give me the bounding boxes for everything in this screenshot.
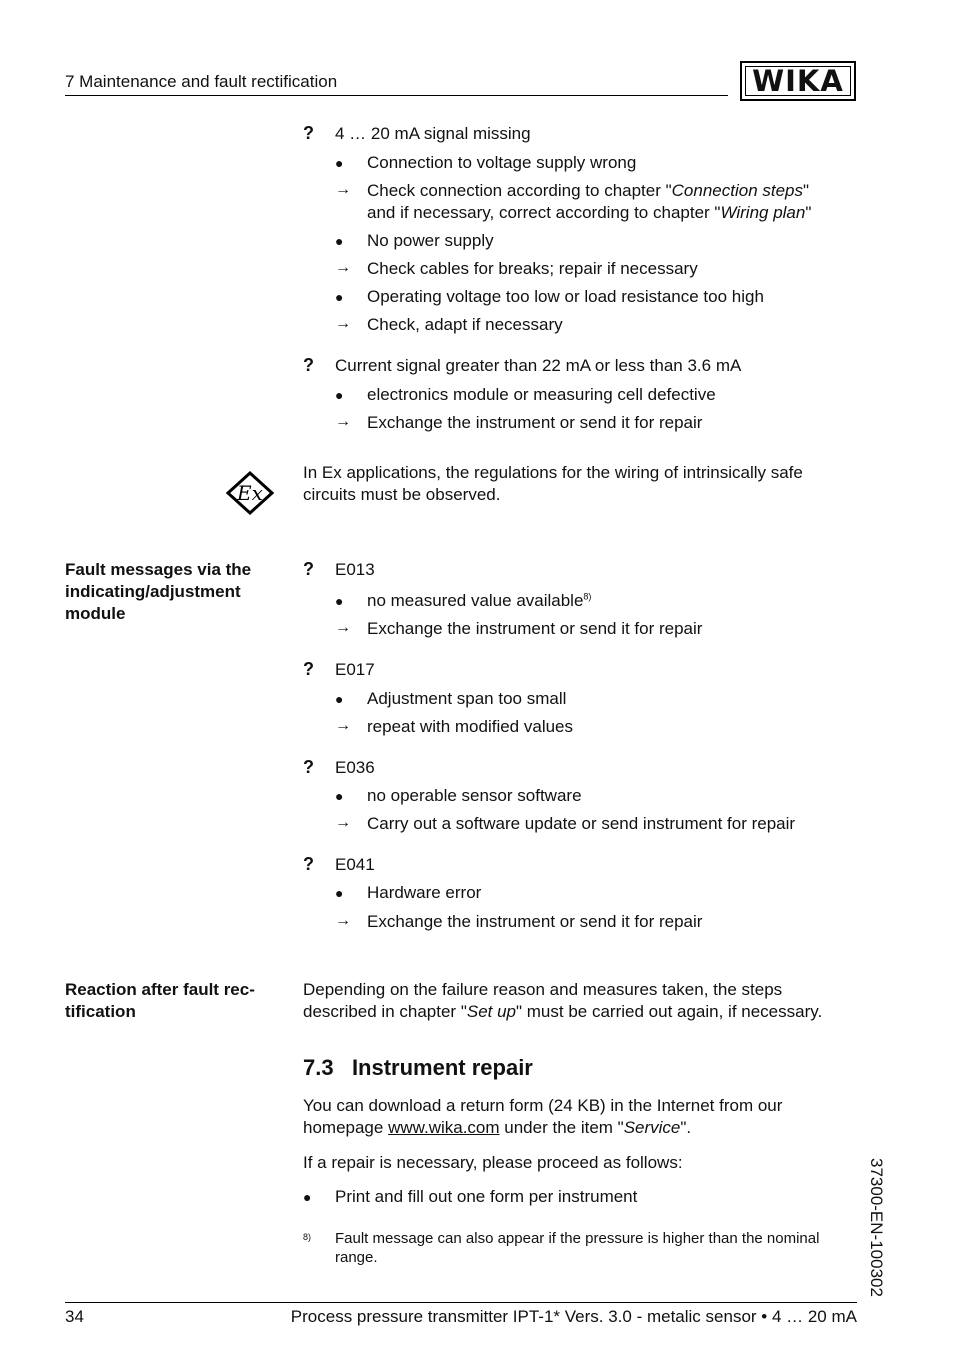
cause: Hardware error: [367, 883, 482, 902]
running-header: 7 Maintenance and fault rectification: [65, 72, 338, 91]
question-mark: ?: [303, 559, 314, 579]
cause: no measured value available$^{8)}$: [367, 591, 592, 610]
repair-intro: If a repair is necessary, please proceed as follows:: [303, 1153, 683, 1172]
svg-text:Ex: Ex: [237, 481, 263, 505]
cause: Operating voltage too low or load resistance too high: [367, 287, 764, 306]
footnote-ref: 8): [583, 591, 592, 602]
section-heading: 7.3 Instrument repair: [303, 1055, 533, 1080]
arrow-icon: →: [335, 181, 351, 198]
footnote-mark: 8): [303, 1232, 312, 1242]
bullet: ●: [303, 1189, 312, 1205]
arrow-icon: →: [335, 717, 351, 734]
ex-note: In Ex applications, the regulations for the wiring of intrinsically safe circuits must be observed.: [303, 463, 803, 504]
footnote-text: Fault message can also appear if the pressure is higher than the nominal range.: [335, 1230, 820, 1266]
cause: electronics module or measuring cell defective: [367, 385, 716, 404]
bullet: ●: [335, 289, 344, 305]
remedy: Exchange the instrument or send it for repair: [367, 619, 703, 638]
bullet: ●: [335, 155, 344, 171]
remedy: Exchange the instrument or send it for repair: [367, 912, 703, 931]
cause: no operable sensor software: [367, 786, 582, 805]
bullet: ●: [335, 593, 344, 609]
arrow-icon: →: [335, 619, 351, 636]
footer-title: Process pressure transmitter IPT-1* Vers. 3.0 - metalic sensor • 4 … 20 mA: [290, 1307, 857, 1326]
wika-link[interactable]: www.wika.com: [388, 1118, 500, 1137]
header-rule: [65, 95, 728, 96]
remedy: Check cables for breaks; repair if necessary: [367, 259, 698, 278]
ex-icon: [226, 471, 274, 515]
page-number: 34: [65, 1307, 84, 1326]
bullet: ●: [335, 387, 344, 403]
bullet: ●: [335, 233, 344, 249]
arrow-icon: →: [335, 912, 351, 929]
bullet: ●: [335, 788, 344, 804]
document-id: 37300-EN-100302: [867, 1158, 886, 1297]
error-code: E017: [335, 660, 375, 679]
logo-text: WIKA: [745, 66, 851, 96]
arrow-icon: →: [335, 814, 351, 831]
repair-step: Print and fill out one form per instrument: [335, 1187, 638, 1206]
arrow-icon: →: [335, 315, 351, 332]
fault-question: Current signal greater than 22 mA or less than 3.6 mA: [335, 356, 742, 375]
remedy: repeat with modified values: [367, 717, 574, 736]
side-heading: Reaction after fault rec- tification: [65, 980, 255, 1021]
remedy: Check, adapt if necessary: [367, 315, 563, 334]
remedy: Carry out a software update or send instrument for repair: [367, 814, 796, 833]
fault-question: 4 … 20 mA signal missing: [335, 124, 531, 143]
bullet: ●: [335, 885, 344, 901]
reaction-text: Depending on the failure reason and measures taken, the steps described in chapter "Set up" must be carried out again, if necessary.: [303, 980, 823, 1021]
bullet: ●: [335, 691, 344, 707]
question-mark: ?: [303, 355, 314, 375]
cause: Connection to voltage supply wrong: [367, 153, 637, 172]
error-code: E013: [335, 560, 375, 579]
arrow-icon: →: [335, 413, 351, 430]
question-mark: ?: [303, 659, 314, 679]
question-mark: ?: [303, 854, 314, 874]
cause: No power supply: [367, 231, 494, 250]
remedy: Exchange the instrument or send it for repair: [367, 413, 703, 432]
wika-logo: [740, 61, 856, 101]
remedy: Check connection according to chapter "Connection steps" and if necessary, correct according to chapter "Wiring plan": [367, 181, 812, 222]
repair-paragraph: You can download a return form (24 KB) in the Internet from our homepage www.wika.com under the item "Service".: [303, 1096, 783, 1137]
question-mark: ?: [303, 757, 314, 777]
footer-rule: [65, 1302, 857, 1303]
side-heading: Fault messages via the indicating/adjustment module: [65, 560, 252, 623]
error-code: E036: [335, 758, 375, 777]
question-mark: ?: [303, 123, 314, 143]
error-code: E041: [335, 855, 375, 874]
arrow-icon: →: [335, 259, 351, 276]
cause: Adjustment span too small: [367, 689, 567, 708]
